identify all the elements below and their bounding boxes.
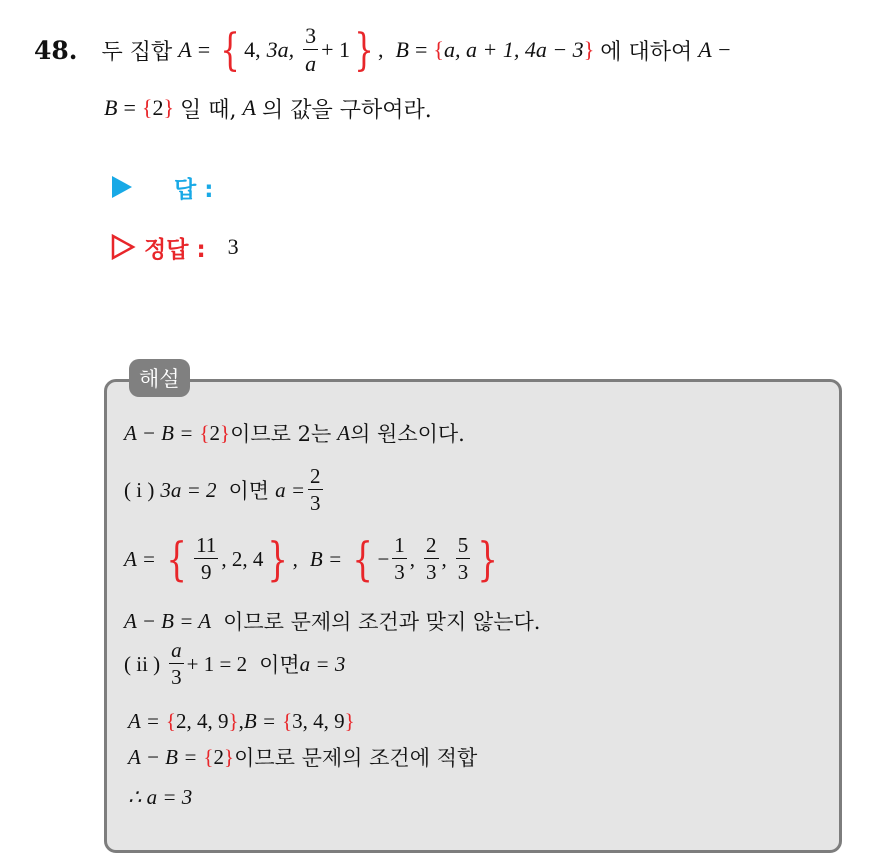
left-brace: { bbox=[220, 24, 240, 76]
question-text: 일 때, bbox=[180, 97, 237, 123]
fraction bbox=[303, 25, 318, 75]
left-brace: { bbox=[433, 37, 444, 62]
solution-line bbox=[128, 740, 477, 774]
question-text: 의 값을 구하여라. bbox=[261, 97, 432, 123]
solution-text: 이므로 2는 bbox=[230, 422, 332, 446]
question-line-2 bbox=[104, 90, 432, 126]
question-line-1 bbox=[34, 24, 732, 76]
fraction-denominator: 3 bbox=[394, 560, 405, 584]
right-brace: } bbox=[228, 708, 239, 733]
correct-answer-label: 정답 : bbox=[144, 236, 206, 263]
solution-text: 이므로 문제의 조건과 맞지 않는다. bbox=[223, 610, 541, 634]
fraction-numerator: 1 bbox=[394, 533, 405, 557]
set-b-elements: a, a + 1, 4a − 3 bbox=[443, 37, 584, 62]
set-b-name: B bbox=[395, 37, 409, 62]
solution-math: A − B = A bbox=[124, 608, 212, 633]
left-brace: { bbox=[165, 708, 176, 733]
solution-line: A = { 2, 4, 9 } , B = { 3, 4, 9 } bbox=[128, 708, 355, 733]
solution-line bbox=[124, 636, 345, 692]
solution-math: A − B = bbox=[128, 744, 198, 769]
fraction bbox=[169, 640, 184, 688]
left-brace: { bbox=[352, 532, 374, 586]
solution-math: 3a = 2 bbox=[160, 477, 217, 502]
play-triangle-icon bbox=[112, 176, 132, 198]
set-b-name: B bbox=[104, 95, 118, 120]
case-label: ( i ) bbox=[124, 477, 155, 502]
conclusion: ∴ a = 3 bbox=[128, 784, 193, 809]
right-brace: } bbox=[583, 37, 595, 62]
set-a-name: A = bbox=[124, 546, 156, 571]
solution-text: 의 원소이다. bbox=[350, 422, 465, 446]
fraction bbox=[456, 535, 471, 583]
fraction bbox=[194, 535, 218, 583]
solution-line: A = { $\frac{11}{9}$ , 2, 4 } , B = { − $\frac{1}{3}$ , $\frac{2}{3}$ , $\frac{5}{3}$ } bbox=[124, 532, 499, 586]
set-a-name: A bbox=[242, 95, 256, 120]
equals-sign: = bbox=[415, 37, 428, 62]
set-element: 2 bbox=[213, 744, 224, 769]
set-element: 2, 4, 9 bbox=[175, 708, 229, 733]
solution-line bbox=[124, 460, 326, 520]
question-expression: A − bbox=[698, 37, 732, 62]
answer-label: 답 : bbox=[174, 176, 214, 203]
solution-line bbox=[124, 416, 465, 450]
set-element: 2 bbox=[209, 420, 220, 445]
set-element: 3, 4, 9 bbox=[292, 708, 345, 733]
fraction-denominator: 3 bbox=[426, 560, 437, 584]
left-brace: { bbox=[199, 420, 210, 445]
solution-math: a = 3 bbox=[299, 651, 346, 676]
fraction-denominator: 3 bbox=[457, 560, 469, 584]
solution-math: A − B = bbox=[124, 420, 194, 445]
correct-answer-value: 3 bbox=[227, 234, 239, 259]
left-brace: { bbox=[141, 95, 153, 120]
solution-text: 이면 bbox=[228, 479, 270, 503]
outline-triangle-icon bbox=[110, 234, 136, 260]
comma: , bbox=[378, 37, 384, 62]
right-brace: } bbox=[223, 744, 235, 769]
minus-sign: − bbox=[377, 546, 390, 571]
equals-sign: = bbox=[197, 37, 211, 62]
set-element: + 1 bbox=[321, 37, 351, 62]
fraction-numerator: 5 bbox=[457, 533, 469, 557]
right-brace: } bbox=[267, 532, 289, 586]
set-a-name: A bbox=[178, 37, 192, 62]
case-label: ( ii ) bbox=[124, 651, 161, 676]
right-brace: } bbox=[344, 708, 355, 733]
equals-sign: = bbox=[123, 95, 136, 120]
set-a-name: A bbox=[337, 420, 351, 445]
set-element: , 2, 4 bbox=[221, 546, 264, 571]
fraction-numerator: 3 bbox=[305, 23, 317, 48]
left-brace: { bbox=[282, 708, 293, 733]
right-brace: } bbox=[163, 95, 174, 120]
fraction-numerator: 11 bbox=[196, 533, 217, 557]
fraction-denominator: 3 bbox=[310, 491, 321, 515]
solution-math: + 1 = 2 bbox=[186, 651, 248, 676]
fraction-denominator: 3 bbox=[171, 665, 182, 689]
question-text: 에 대하여 bbox=[600, 39, 693, 65]
solution-text: 이므로 문제의 조건에 적합 bbox=[234, 746, 478, 770]
fraction-numerator: 2 bbox=[426, 533, 437, 557]
fraction bbox=[392, 535, 407, 583]
set-a-name: A = bbox=[128, 708, 160, 733]
left-brace: { bbox=[166, 532, 187, 586]
fraction-denominator: a bbox=[305, 51, 317, 76]
solution-text: 이면 bbox=[259, 653, 300, 677]
right-brace: } bbox=[354, 24, 374, 76]
set-element: 3a, bbox=[266, 37, 295, 62]
solution-math: a = bbox=[275, 477, 305, 502]
question-number: 48. bbox=[34, 35, 78, 65]
fraction-numerator: a bbox=[171, 638, 182, 662]
correct-answer-row bbox=[110, 231, 239, 263]
solution-tag: 해설 bbox=[129, 359, 190, 397]
set-element: 2 bbox=[152, 95, 164, 120]
fraction-denominator: 9 bbox=[201, 560, 212, 584]
right-brace: } bbox=[219, 420, 231, 445]
question-text: 두 집합 bbox=[101, 39, 173, 65]
left-brace: { bbox=[203, 744, 214, 769]
answer-row bbox=[112, 172, 213, 202]
fraction-numerator: 2 bbox=[310, 464, 321, 488]
set-element: 4, bbox=[244, 37, 261, 62]
solution-line bbox=[128, 780, 192, 814]
fraction bbox=[424, 535, 439, 583]
fraction bbox=[308, 466, 323, 514]
solution-line bbox=[124, 604, 540, 638]
right-brace: } bbox=[477, 532, 499, 586]
set-b-name: B = bbox=[309, 546, 343, 571]
set-b-name: B = bbox=[243, 708, 277, 733]
